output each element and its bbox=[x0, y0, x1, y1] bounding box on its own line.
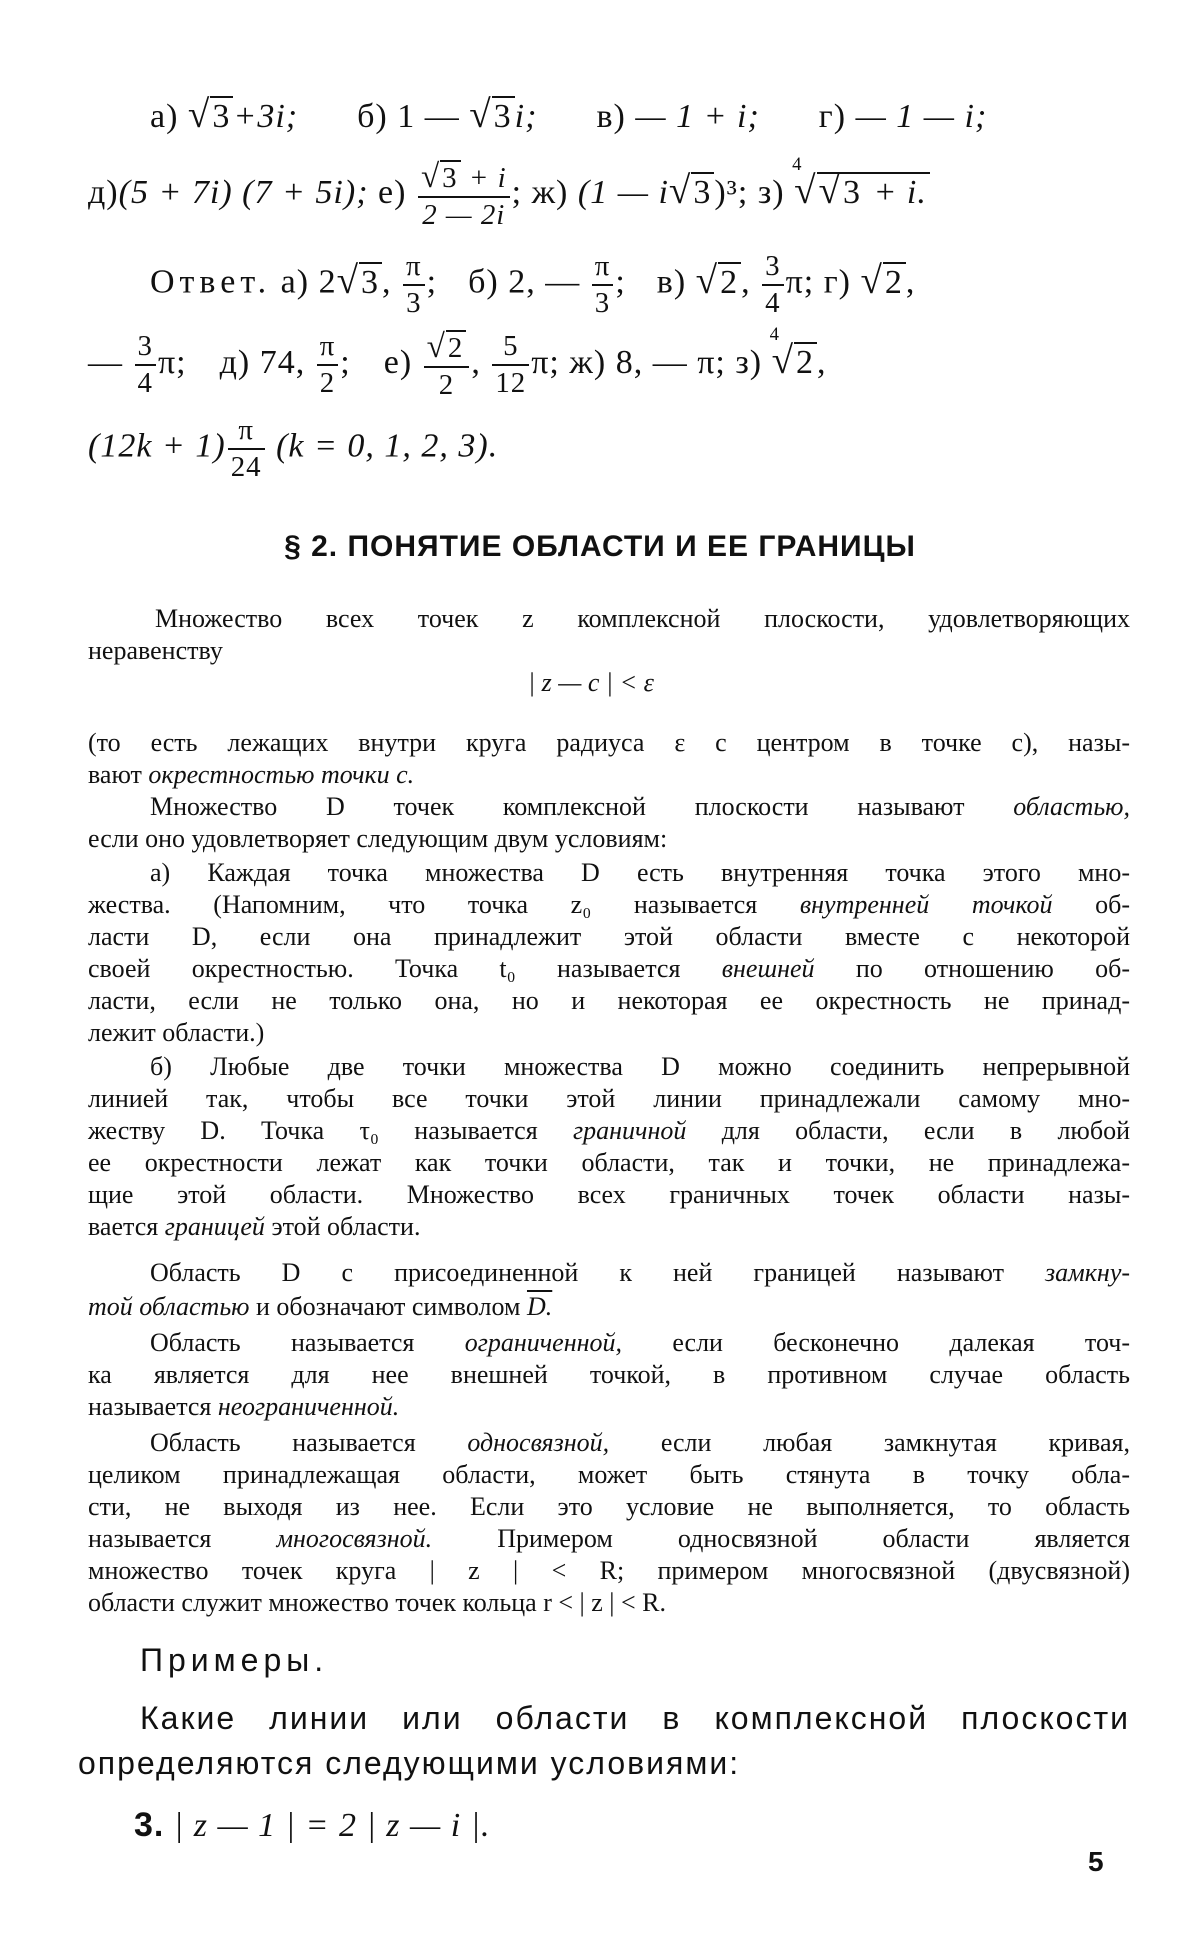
para5-line2: линией так, чтобы все точки этой линии принадлежали самому мно- bbox=[88, 1084, 1130, 1114]
para5-line3: жеству D. Точка τ₀ называется граничной для области, если в любой bbox=[88, 1116, 1130, 1146]
answer-frac-g: 3 4 bbox=[135, 332, 156, 398]
term-multiply-connected: многосвязной. bbox=[276, 1524, 432, 1553]
answer-line-1: Ответ. а) 2√3, π 3 ; б) 2, — π 3 ; в) √2, 3 4 π; г) √2, bbox=[150, 252, 915, 318]
para4-line1: а) Каждая точка множества D есть внутренняя точка этого мно- bbox=[150, 858, 1130, 888]
answer-label: Ответ. bbox=[150, 264, 271, 301]
examples-intro-line2: определяются следующими условиями: bbox=[78, 1745, 740, 1782]
answer-frac-d: π 2 bbox=[317, 332, 339, 398]
answer-frac-v: 3 4 bbox=[762, 252, 783, 318]
para7-line3: называется неограниченной. bbox=[88, 1392, 399, 1422]
label-d: д) bbox=[88, 174, 119, 211]
answer-label-g: г) bbox=[824, 264, 851, 301]
para7-line1: Область называется ограниченной, если бесконечно далекая точ- bbox=[150, 1328, 1130, 1358]
example-3-expression: | z — 1 | = 2 | z — i |. bbox=[174, 1807, 491, 1844]
example-3-number: 3. bbox=[134, 1806, 164, 1844]
answer-label-zh: ж) bbox=[569, 344, 606, 381]
examples-intro-line1: Какие линии или области в комплексной плоскости bbox=[140, 1700, 1130, 1737]
para4-line6: лежит области.) bbox=[88, 1018, 264, 1048]
label-b: б) bbox=[357, 98, 388, 135]
expr-e-end: ; bbox=[512, 174, 522, 211]
para4-line2: жества. (Напомним, что точка z₀ называется внутренней точкой об- bbox=[88, 890, 1130, 920]
problem-line-2 bbox=[88, 160, 930, 230]
expr-v: — 1 + i; bbox=[635, 98, 759, 135]
label-zh: ж) bbox=[532, 174, 569, 211]
label-e: е) bbox=[378, 174, 406, 211]
term-unbounded: неограниченной. bbox=[218, 1392, 399, 1421]
answer-b-val: 2, — bbox=[508, 264, 580, 301]
term-bounded: ограниченной, bbox=[465, 1328, 622, 1357]
para4-line4: своей окрестностью. Точка t₀ называется внешней по отношению об- bbox=[88, 954, 1130, 984]
answer-fourth-root-z: 4 √2 bbox=[772, 338, 817, 383]
example-3 bbox=[134, 1806, 491, 1845]
term-neighborhood: окрестностью точки c. bbox=[148, 760, 414, 789]
expr-zh: (1 — i bbox=[578, 174, 669, 211]
answer-label-b: б) bbox=[468, 264, 499, 301]
answer-line-3 bbox=[88, 416, 498, 482]
answer-sqrt-g: √2 bbox=[860, 258, 905, 303]
answer-zh-val: 8, — π; bbox=[616, 344, 726, 381]
para3-line2: если оно удовлетворяет следующим двум условиям: bbox=[88, 824, 667, 854]
expr-b-tail: i; bbox=[515, 98, 538, 135]
para2-line2: вают окрестностью точки c. bbox=[88, 760, 414, 790]
para8-line5: множество точек круга | z | < R; примером многосвязной (двусвязной) bbox=[88, 1556, 1130, 1586]
answer-frac-a: π 3 bbox=[403, 252, 425, 318]
answer-d-val: 74, bbox=[260, 344, 306, 381]
para6-line2: той областью и обозначают символом D. bbox=[88, 1292, 552, 1322]
para7-line2: ка является для нее внешней точкой, в противном случае область bbox=[88, 1360, 1130, 1390]
term-boundary: границей bbox=[165, 1212, 265, 1241]
book-page bbox=[0, 0, 1200, 1938]
para5-line4: ее окрестности лежат как точки области, так и точки, не принадлежа- bbox=[88, 1148, 1130, 1178]
page-number: 5 bbox=[1088, 1846, 1104, 1878]
expr-a: +3i; bbox=[233, 98, 298, 135]
para5-line1: б) Любые две точки множества D можно соединить непрерывной bbox=[150, 1052, 1130, 1082]
expr-d: (5 + 7i) (7 + 5i); bbox=[119, 174, 369, 211]
answer-label-d: д) bbox=[220, 344, 251, 381]
answer-g-pi: π; bbox=[158, 344, 187, 381]
formula-neighborhood: | z — c | < ε bbox=[528, 668, 654, 698]
term-interior-point: внутренней точкой bbox=[800, 890, 1053, 919]
answer-label-z: з) bbox=[735, 344, 762, 381]
term-closed-domain: той областью bbox=[88, 1292, 250, 1321]
expr-g: — 1 — i; bbox=[856, 98, 988, 135]
term-exterior: внешней bbox=[722, 954, 815, 983]
para4-line3: ласти D, если она принадлежит этой области вместе с некоторой bbox=[88, 922, 1130, 952]
answer-line-2: — 3 4 π; д) 74, π 2 ; е) √2 2 , 5 12 π; ж) 8, — π; з) 4 √2, bbox=[88, 330, 827, 400]
answer-label-a: а) bbox=[281, 264, 309, 301]
examples-label: Примеры. bbox=[140, 1642, 328, 1679]
answer-v-pi: π; bbox=[786, 264, 815, 301]
answer-e-pi: π; bbox=[531, 344, 560, 381]
para8-line2: целиком принадлежащая области, может быть стянута в точку обла- bbox=[88, 1460, 1130, 1490]
answer-label-v: в) bbox=[657, 264, 686, 301]
term-closed: замкну- bbox=[1045, 1258, 1130, 1287]
para8-line3: сти, не выходя из нее. Если это условие не выполняется, то область bbox=[88, 1492, 1130, 1522]
sqrt-3: √3 bbox=[188, 92, 233, 137]
para1-line2: неравенству bbox=[88, 636, 223, 666]
answer-frac-e: √2 2 bbox=[424, 330, 470, 400]
para8-line1: Область называется односвязной, если любая замкнутая кривая, bbox=[150, 1428, 1130, 1458]
term-domain: областью, bbox=[1013, 792, 1130, 821]
para8-line4: называется многосвязной. Примером односвязной области является bbox=[88, 1524, 1130, 1554]
para1-line1: Множество всех точек z комплексной плоскости, удовлетворяющих bbox=[155, 604, 1130, 634]
para4-line5: ласти, если не только она, но и некоторая ее окрестность не принад- bbox=[88, 986, 1130, 1016]
section-title: § 2. ПОНЯТИЕ ОБЛАСТИ И ЕЕ ГРАНИЦЫ bbox=[0, 530, 1200, 564]
answer-sqrt-a: √3 bbox=[337, 258, 382, 303]
answer-frac-last: π 24 bbox=[228, 416, 265, 482]
para5-line6: вается границей этой области. bbox=[88, 1212, 420, 1242]
answer-g-sign: — bbox=[88, 344, 123, 381]
answer-a-coef: 2 bbox=[319, 264, 337, 301]
fraction-e: √3 + i 2 — 2i bbox=[418, 160, 510, 230]
label-a: а) bbox=[150, 98, 178, 135]
answer-label-e: е) bbox=[384, 344, 412, 381]
symbol-closure: D. bbox=[527, 1292, 552, 1321]
para5-line5: щие этой области. Множество всех граничных точек области назы- bbox=[88, 1180, 1130, 1210]
answer-last-post: (k = 0, 1, 2, 3). bbox=[276, 428, 498, 465]
para6-line1: Область D с присоединенной к ней границей называют замкну- bbox=[150, 1258, 1130, 1288]
answer-last-pre: (12k + 1) bbox=[88, 428, 226, 465]
expr-zh-end: )³; bbox=[714, 174, 748, 211]
answer-frac-b: π 3 bbox=[592, 252, 614, 318]
para2-line1: (то есть лежащих внутри круга радиуса ε с центром в точке c), назы- bbox=[88, 728, 1130, 758]
label-z: з) bbox=[758, 174, 785, 211]
sqrt-3-zh: √3 bbox=[669, 168, 714, 213]
sqrt-3-b: √3 bbox=[469, 92, 514, 137]
label-g: г) bbox=[819, 98, 846, 135]
term-boundary-point: граничной bbox=[573, 1116, 686, 1145]
fourth-root-z: 4 √√3 + i. bbox=[794, 168, 930, 213]
answer-frac-e2: 5 12 bbox=[492, 332, 529, 398]
expr-b: 1 — bbox=[397, 98, 460, 135]
label-v: в) bbox=[596, 98, 625, 135]
answer-sqrt-v: √2 bbox=[696, 258, 741, 303]
problem-line-1 bbox=[150, 92, 987, 137]
para8-line6: области служит множество точек кольца r < | z | < R. bbox=[88, 1588, 666, 1618]
para3-line1: Множество D точек комплексной плоскости называют областью, bbox=[150, 792, 1130, 822]
term-simply-connected: односвязной, bbox=[467, 1428, 609, 1457]
